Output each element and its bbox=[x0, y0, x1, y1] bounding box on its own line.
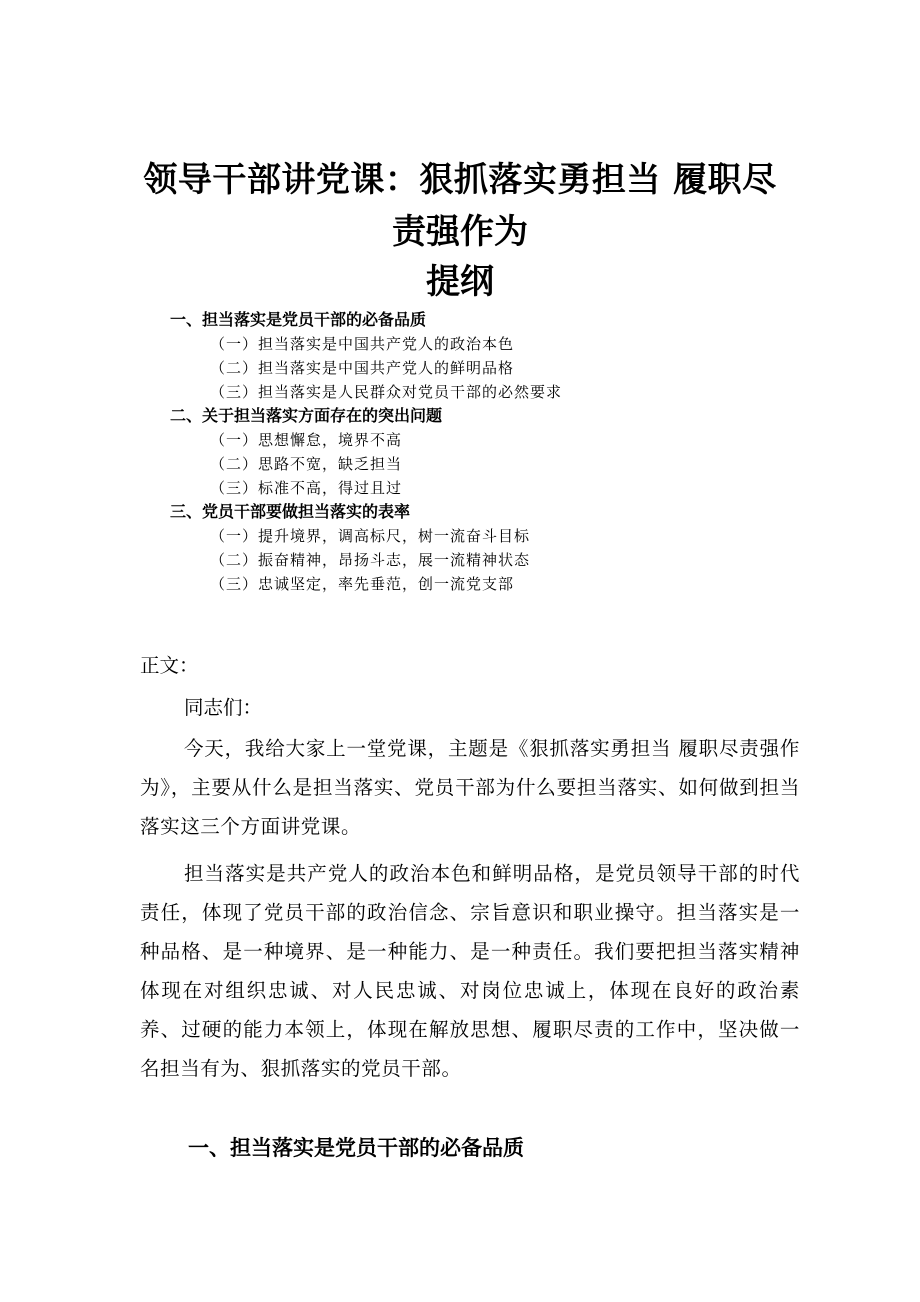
outline-item: （二）振奋精神，昂扬斗志，展一流精神状态 bbox=[210, 551, 531, 569]
document-title-line-1: 领导干部讲党课：狠抓落实勇担当 履职尽 bbox=[143, 160, 777, 200]
outline-item: （一）思想懈怠，境界不高 bbox=[210, 431, 403, 449]
outline bbox=[170, 308, 810, 596]
outline-item: （三）标准不高，得过且过 bbox=[210, 479, 403, 497]
section-heading-1: 一、担当落实是党员干部的必备品质 bbox=[188, 1136, 524, 1160]
outline-item: （三）担当落实是人民群众对党员干部的必然要求 bbox=[210, 383, 563, 401]
outline-item: （一）担当落实是中国共产党人的政治本色 bbox=[210, 335, 515, 353]
outline-item: （二）担当落实是中国共产党人的鲜明品格 bbox=[210, 359, 515, 377]
outline-item: （一）提升境界，调高标尺，树一流奋斗目标 bbox=[210, 527, 531, 545]
outline-title: 提纲 bbox=[426, 262, 494, 302]
body-label: 正文： bbox=[140, 654, 199, 677]
outline-item: （三）忠诚坚定，率先垂范，创一流党支部 bbox=[210, 575, 515, 593]
outline-section-heading: 二、关于担当落实方面存在的突出问题 bbox=[170, 406, 443, 425]
document-title-line-2: 责强作为 bbox=[392, 212, 528, 252]
outline-section-heading: 三、党员干部要做担当落实的表率 bbox=[170, 502, 411, 521]
greeting: 同志们： bbox=[184, 696, 263, 719]
outline-item: （二）思路不宽，缺乏担当 bbox=[210, 455, 403, 473]
body-paragraph-2: 担当落实是共产党人的政治本色和鲜明品格，是党员领导干部的时代责任，体现了党员干部的政治信念、宗旨意识和职业操守。担当落实是一种品格、是一种境界、是一种能力、是一种责任。我们要把担当落实精神体现在对组织忠诚、对人民忠诚、对岗位忠诚上，体现在良好的政治素养、过硬的能力本领上，体现在解放思想、履职尽责的工作中，坚决做一名担当有为、狠抓落实的党员干部。 bbox=[140, 862, 800, 1080]
outline-section-heading: 一、担当落实是党员干部的必备品质 bbox=[170, 310, 427, 329]
body-paragraph-1: 今天，我给大家上一堂党课，主题是《狠抓落实勇担当 履职尽责强作为》，主要从什么是担当落实、党员干部为什么要担当落实、如何做到担当落实这三个方面讲党课。 bbox=[140, 737, 800, 838]
